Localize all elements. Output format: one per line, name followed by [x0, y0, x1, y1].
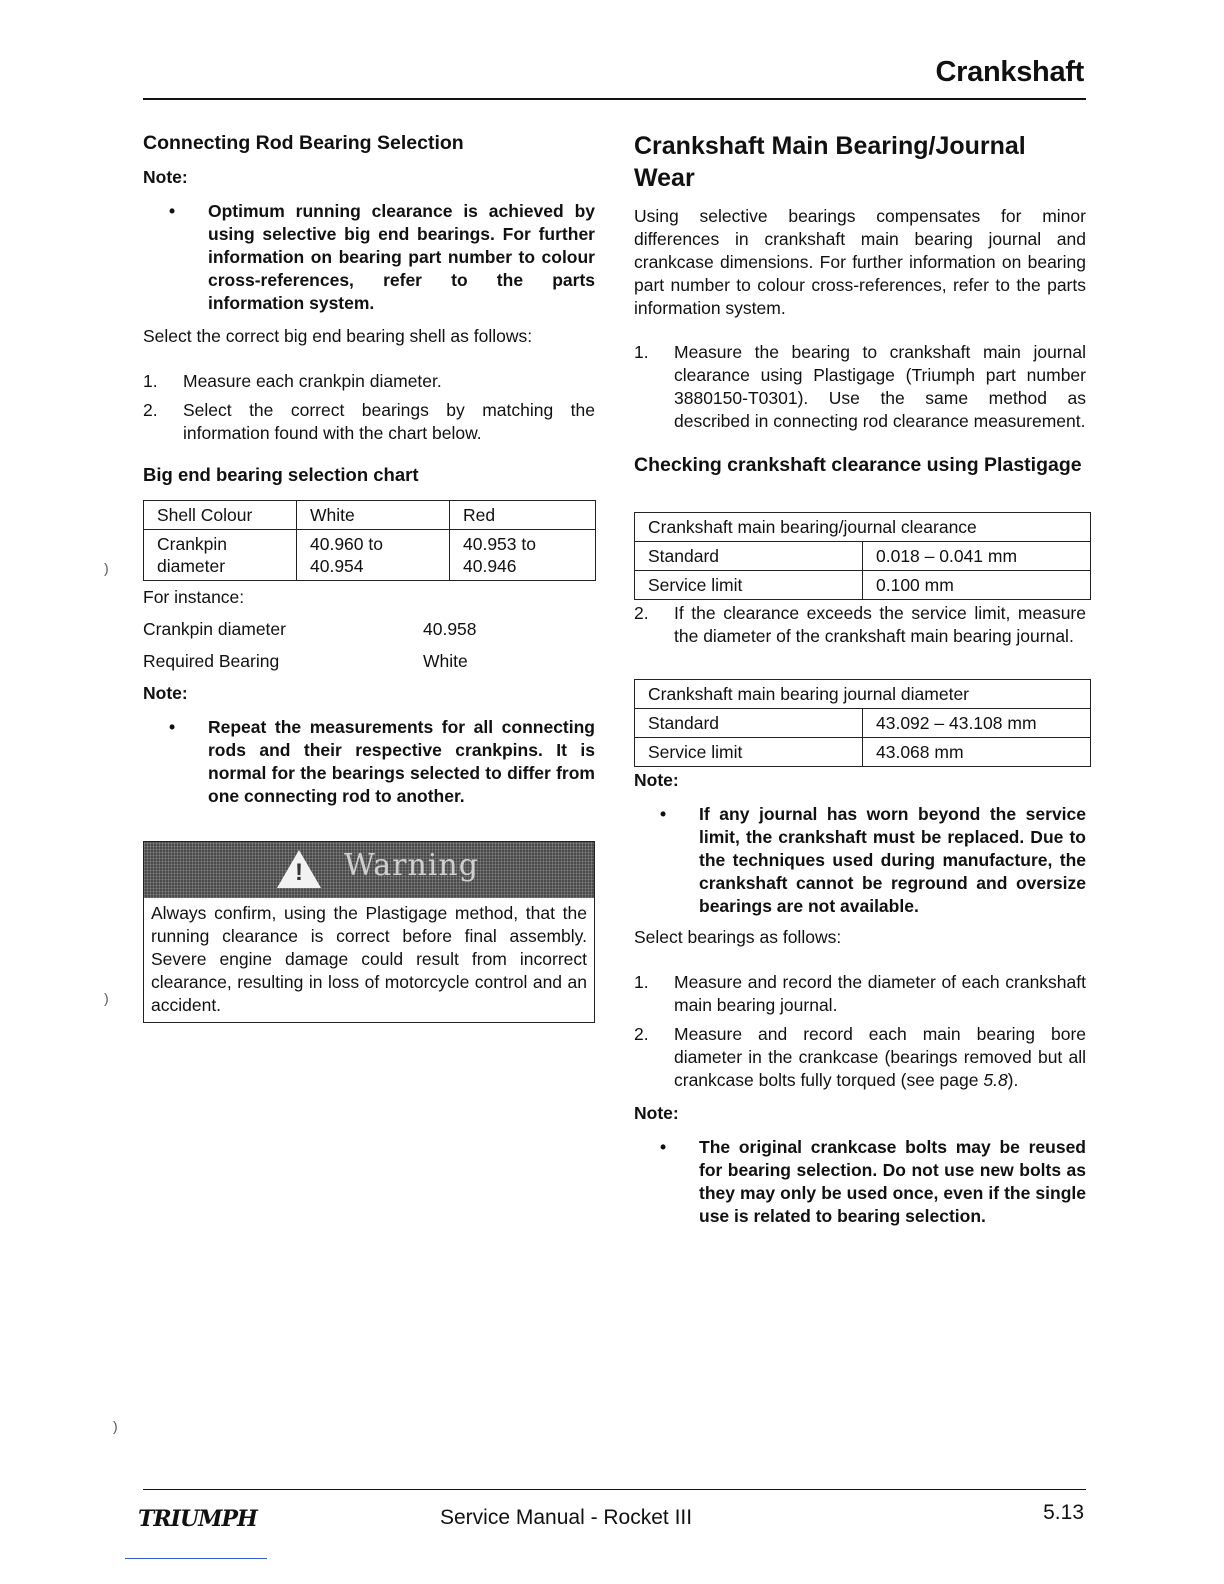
step-number: 2.: [634, 603, 649, 623]
warning-box: [143, 841, 595, 1023]
intro-text: Select bearings as follows:: [634, 927, 842, 947]
table-row: [144, 501, 596, 530]
step-number: 1.: [634, 972, 649, 992]
note-label: Note:: [634, 770, 679, 790]
instance-key: Required Bearing: [143, 651, 280, 671]
table-cell: Crankpin diameter: [144, 530, 297, 581]
step-item: [634, 971, 1086, 1017]
note-bullet: [143, 716, 595, 808]
table-cell: Service limit: [635, 571, 863, 600]
margin-mark: ): [104, 990, 109, 1006]
instance-key: Crankpin diameter: [143, 619, 286, 639]
section-heading: Connecting Rod Bearing Selection: [143, 132, 464, 154]
instance-row: [143, 650, 595, 682]
instance-value: 40.958: [423, 619, 477, 639]
table-row: [635, 571, 1091, 600]
table-cell: Service limit: [635, 738, 863, 767]
step-text-part: ).: [1007, 1070, 1019, 1090]
triumph-logo: TRIUMPH: [138, 1506, 257, 1532]
footer-link-underline: [125, 1558, 267, 1559]
sub-heading: Checking crankshaft clearance using Plastigage: [634, 454, 1082, 476]
table-row: [635, 513, 1091, 542]
note-text: The original crankcase bolts may be reused for bearing selection. Do not use new bolts as they may only be used once, even if the single use is related to bearing selection.: [699, 1137, 1086, 1226]
table-cell: 0.018 – 0.041 mm: [863, 542, 1091, 571]
step-item: [143, 399, 595, 445]
step-item: [634, 341, 1086, 433]
table-row: [635, 680, 1091, 709]
table-cell: Shell Colour: [144, 501, 297, 530]
table-title-cell: Crankshaft main bearing/journal clearance: [635, 513, 1091, 542]
right-column: [634, 130, 1086, 1228]
step-number: 2.: [143, 400, 158, 420]
note-label: Note:: [143, 167, 188, 187]
note-bullet: [143, 200, 595, 315]
table-row: [635, 709, 1091, 738]
table-row: [144, 530, 596, 581]
step-text: [674, 1024, 1086, 1090]
table-cell: 43.092 – 43.108 mm: [863, 709, 1091, 738]
exclamation-icon: !: [295, 859, 303, 886]
table-cell: White: [297, 501, 450, 530]
step-number: 1.: [634, 342, 649, 362]
note-bullet: [634, 1136, 1086, 1228]
instance-row: [143, 618, 595, 650]
instance-value: White: [423, 651, 468, 671]
step-number: 2.: [634, 1024, 649, 1044]
clearance-table: [634, 512, 1091, 600]
step-text: Measure and record the diameter of each crankshaft main bearing journal.: [674, 972, 1086, 1015]
bullet-icon: •: [660, 1137, 667, 1157]
intro-text: Using selective bearings compensates for minor differences in crankshaft main bearing journal and crankcase dimensions. For further information on bearing part number to colour cross-references, refer to the parts information system.: [634, 206, 1086, 318]
table-cell: 43.068 mm: [863, 738, 1091, 767]
table-cell: 40.960 to 40.954: [297, 530, 450, 581]
table-cell: 40.953 to 40.946: [450, 530, 596, 581]
margin-mark: ): [113, 1418, 118, 1434]
bullet-icon: •: [169, 717, 176, 737]
chart-title: Big end bearing selection chart: [143, 464, 419, 485]
table-title-cell: Crankshaft main bearing journal diameter: [635, 680, 1091, 709]
bearing-selection-table: [143, 500, 596, 581]
bullet-icon: •: [169, 201, 176, 221]
page-header-title: Crankshaft: [935, 56, 1084, 88]
journal-diameter-table: [634, 679, 1091, 767]
left-column: [143, 130, 595, 1023]
warning-text: Always confirm, using the Plastigage method, that the running clearance is correct before final assembly. Severe engine damage could result from incorrect clearance, resulting in loss of motorcycle control and an accident.: [151, 903, 587, 1015]
note-text: Repeat the measurements for all connecting rods and their respective crankpins. It is normal for the bearings selected to differ from one connecting rod to another.: [208, 717, 595, 806]
table-cell: Red: [450, 501, 596, 530]
note-label: Note:: [634, 1103, 679, 1123]
page-number: 5.13: [1043, 1501, 1084, 1524]
header-rule: [143, 98, 1086, 100]
step-text: Measure each crankpin diameter.: [183, 371, 442, 391]
warning-header: [144, 842, 594, 898]
note-bullet: [634, 803, 1086, 918]
table-row: [635, 542, 1091, 571]
step-text-part: Measure and record each main bearing bore diameter in the crankcase (bearings removed but all crankcase bolts fully torqued (see page: [674, 1024, 1086, 1090]
step-text: Select the correct bearings by matching the information found with the chart below.: [183, 400, 595, 443]
margin-mark: ): [104, 560, 109, 576]
instance-label: For instance:: [143, 587, 245, 607]
bullet-icon: •: [660, 804, 667, 824]
table-cell: 0.100 mm: [863, 571, 1091, 600]
footer-rule: [143, 1489, 1086, 1490]
step-item: [143, 370, 595, 393]
section-heading: Crankshaft Main Bearing/Journal Wear: [634, 132, 1026, 192]
footer-title: Service Manual - Rocket III: [440, 1506, 693, 1529]
table-cell: Standard: [635, 542, 863, 571]
page-reference-link[interactable]: 5.8: [983, 1070, 1008, 1090]
note-text: Optimum running clearance is achieved by using selective big end bearings. For further information on bearing part number to colour cross-references, refer to the parts information system.: [208, 201, 595, 313]
table-cell: Standard: [635, 709, 863, 738]
table-row: [635, 738, 1091, 767]
intro-text: Select the correct big end bearing shell as follows:: [143, 326, 533, 346]
step-text: If the clearance exceeds the service limit, measure the diameter of the crankshaft main bearing journal.: [674, 603, 1086, 646]
note-text: If any journal has worn beyond the service limit, the crankshaft must be replaced. Due to the techniques used during manufacture, the crankshaft cannot be reground and oversize bearings are not available.: [699, 804, 1086, 916]
step-item: [634, 1023, 1086, 1092]
step-number: 1.: [143, 371, 158, 391]
warning-title: Warning: [344, 848, 479, 883]
note-label: Note:: [143, 683, 188, 703]
step-item: [634, 602, 1086, 648]
step-text: Measure the bearing to crankshaft main journal clearance using Plastigage (Triumph part number 3880150-T0301). Use the same method as described in connecting rod clearance measurement.: [674, 342, 1086, 431]
